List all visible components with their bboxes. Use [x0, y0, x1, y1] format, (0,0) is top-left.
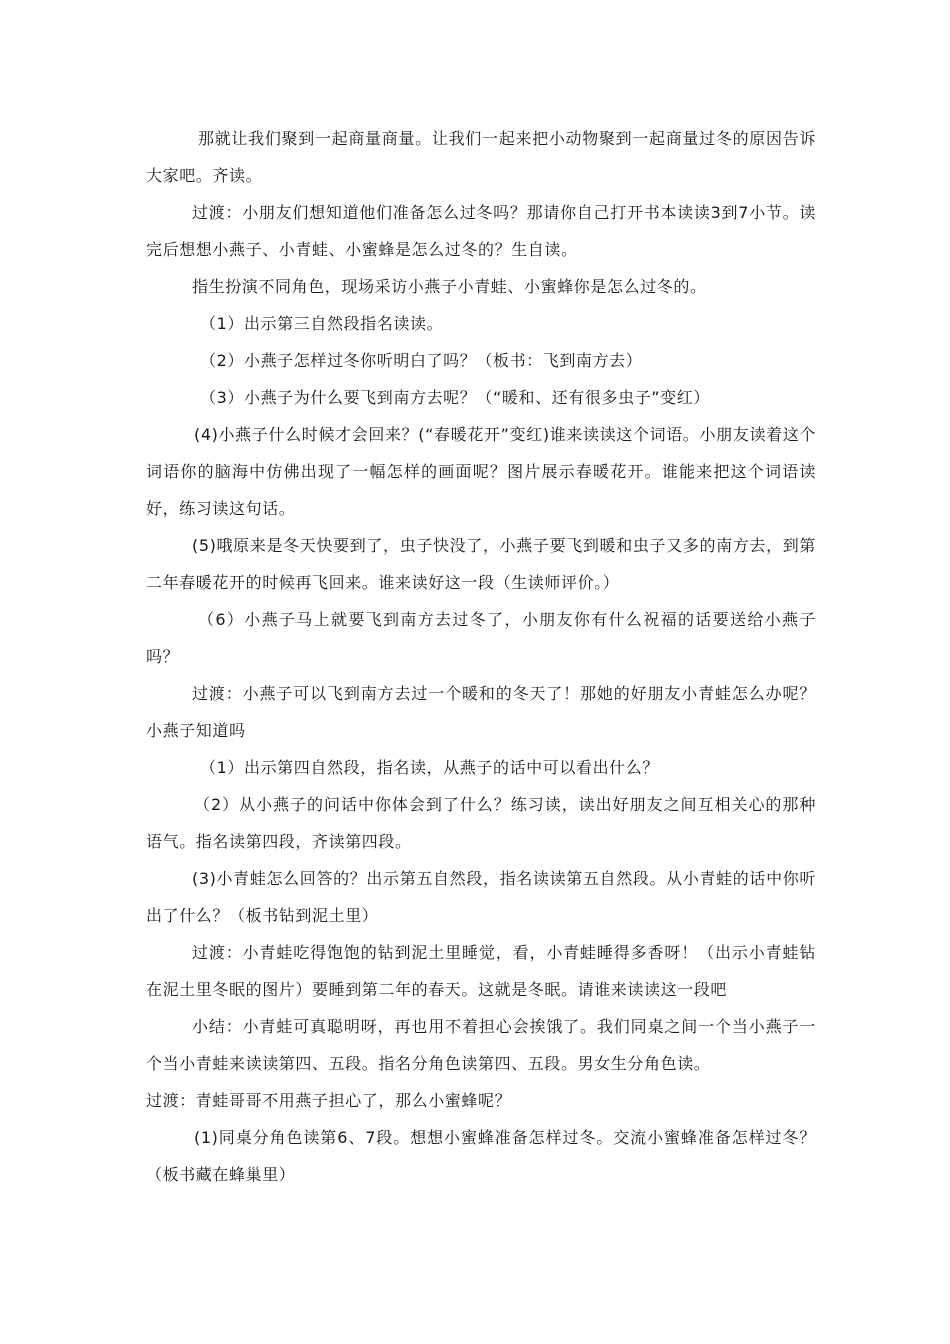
paragraph-transition-bee: 过渡：青蛙哥哥不用燕子担心了，那么小蜜蜂呢？: [146, 1091, 512, 1110]
paragraph-bee-step-1: (1)同桌分角色读第6、7段。想想小蜜蜂准备怎样过冬。交流小蜜蜂准备怎样过冬？（板书藏在蜂巢里）: [146, 1128, 816, 1184]
paragraph-step-4: (4)小燕子什么时候才会回来？(“春暖花开”变红)谁来读读这个词语。小朋友读着这个词语你的脑海中仿佛出现了一幅怎样的画面呢？图片展示春暖花开。谁能来把这个词语读好，练习读这句话。: [146, 425, 816, 518]
paragraph-step-5: (5)哦原来是冬天快要到了，虫子快没了，小燕子要飞到暖和虫子又多的南方去，到第二年春暖花开的时候再飞回来。谁来读好这一段（生读师评价。）: [146, 536, 816, 592]
paragraph-role-play: 指生扮演不同角色，现场采访小燕子小青蛙、小蜜蜂你是怎么过冬的。: [192, 277, 707, 296]
paragraph-transition-hibernation: 过渡：小青蛙吃得饱饱的钻到泥土里睡觉，看，小青蛙睡得多香呀！（出示小青蛙钻在泥土里冬眠的图片）要睡到第二年的春天。这就是冬眠。请谁来读读这一段吧: [146, 943, 816, 999]
paragraph-frog-step-3: (3)小青蛙怎么回答的？出示第五自然段，指名读读第五自然段。从小青蛙的话中你听出了什么？（板书钻到泥土里）: [146, 869, 816, 925]
paragraph-step-3: （3）小燕子为什么要飞到南方去呢？（“暖和、还有很多虫子”变红）: [200, 388, 710, 407]
paragraph-step-6: （6）小燕子马上就要飞到南方去过冬了，小朋友你有什么祝福的话要送给小燕子吗？: [146, 610, 816, 666]
paragraph-transition-read: 过渡：小朋友们想知道他们准备怎么过冬吗？那请你自己打开书本读读3到7小节。读完后想想小燕子、小青蛙、小蜜蜂是怎么过冬的？生自读。: [146, 203, 816, 259]
paragraph-frog-step-1: （1）出示第四自然段，指名读，从燕子的话中可以看出什么？: [200, 758, 659, 777]
paragraph-step-1: （1）出示第三自然段指名读读。: [200, 314, 444, 333]
paragraph-summary: 小结：小青蛙可真聪明呀，再也用不着担心会挨饿了。我们同桌之间一个当小燕子一个当小青蛙来读读第四、五段。指名分角色读第四、五段。男女生分角色读。: [146, 1017, 816, 1073]
paragraph-transition-frog: 过渡：小燕子可以飞到南方去过一个暖和的冬天了！那她的好朋友小青蛙怎么办呢？ 小燕子知道吗: [146, 684, 816, 740]
paragraph-step-2: （2）小燕子怎样过冬你听明白了吗？（板书：飞到南方去）: [200, 351, 643, 370]
lesson-plan-body: [146, 120, 816, 1193]
paragraph-discuss-reasons: 那就让我们聚到一起商量商量。让我们一起来把小动物聚到一起商量过冬的原因告诉大家吧。齐读。: [146, 129, 816, 185]
paragraph-frog-step-2: （2）从小燕子的问话中你体会到了什么？练习读，读出好朋友之间互相关心的那种语气。指名读第四段，齐读第四段。: [146, 795, 816, 851]
